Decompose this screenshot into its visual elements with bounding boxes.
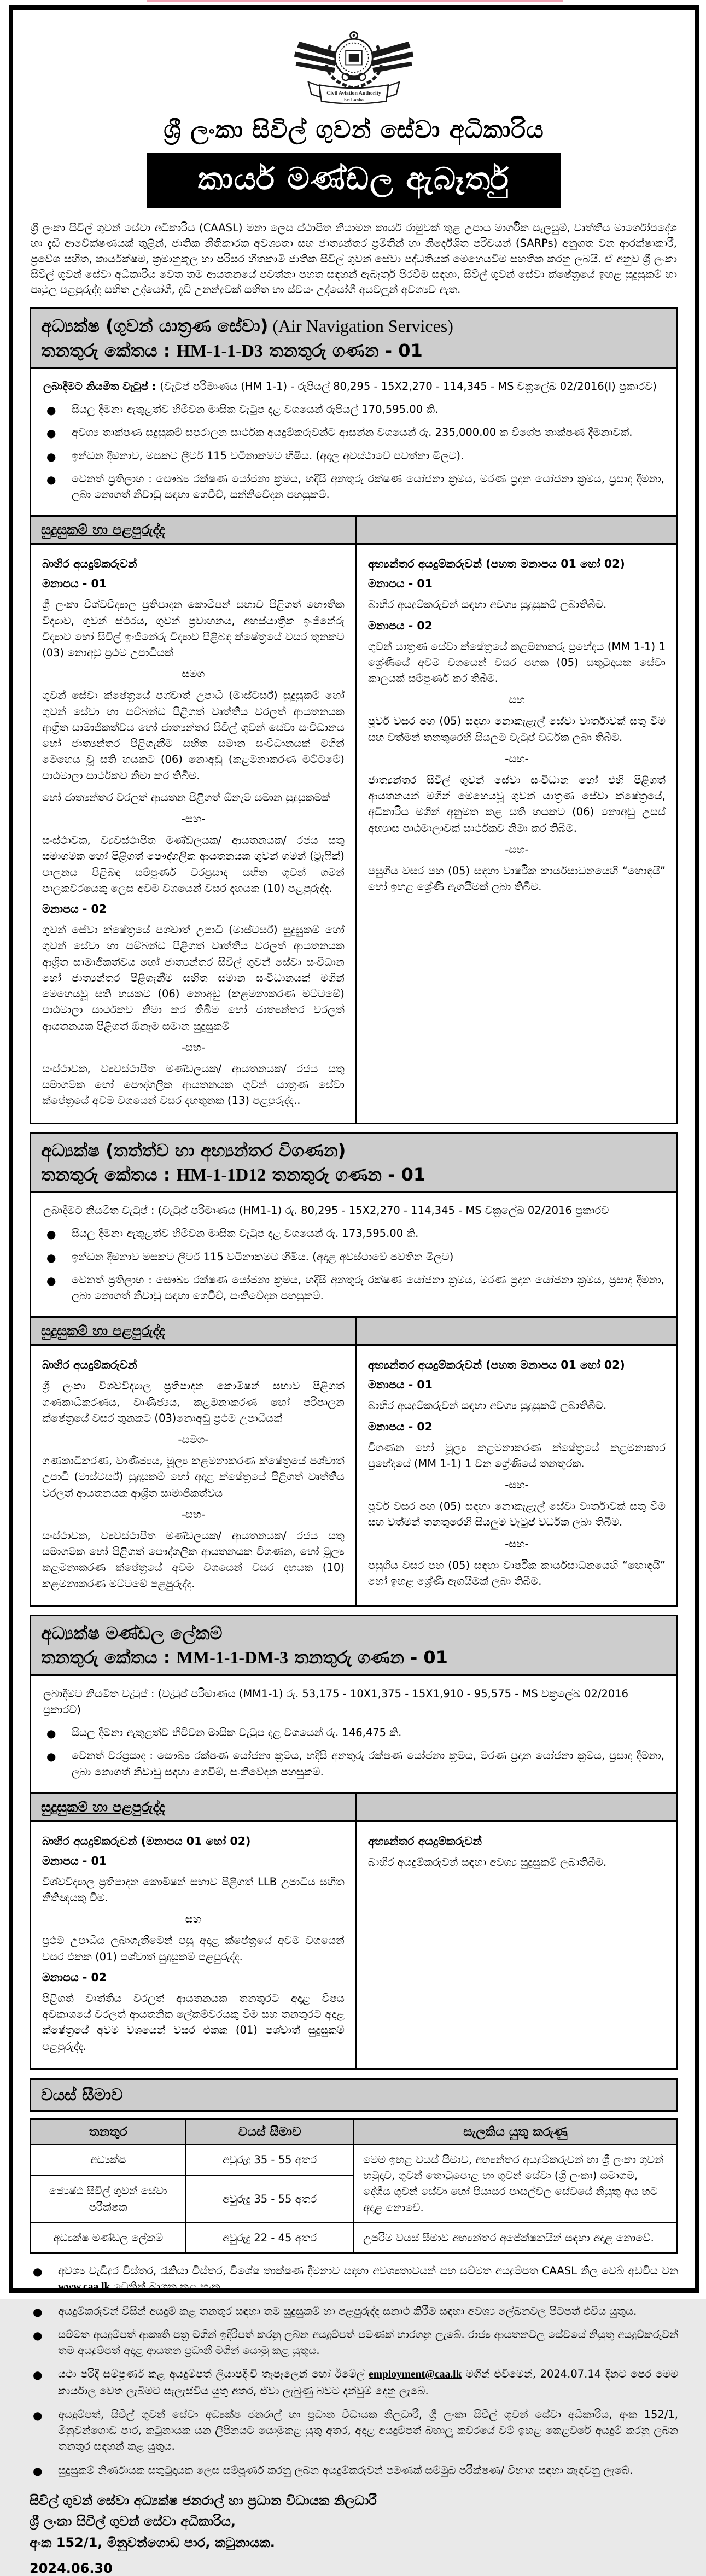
qualification-text: පසුගිය වසර පහ (05) සඳහා වාර්ෂික කාර්යසාධනයෙහි “හොඳයි” හෝ ඉහළ ශ්‍රේණි ඇගයීමක් ලබා තිබීම. — [367, 1558, 666, 1587]
note-supporting-documents: ● අයදුම්කරුවන් විසින් අයදුම් කළ තනතුර සඳහා තම සුදුසුකම් හා පළපුරුද්ද සනාථ කිරීම සඳහා අවශ්‍ය ලේඛනවල පිටපත් එවිය යුතුය. — [30, 2303, 678, 2319]
bullet-item: ● සියලු දීමනා ඇතුළත්ව හිමිවන මාසික වැටුප දළ වශයෙන් රුපියල් 170,595.00 කි. — [43, 401, 664, 417]
position-code: MM-1-1-DM-3 — [176, 1648, 289, 1668]
qualification-text: සහ — [185, 1913, 202, 1926]
post-cell: අධ්‍යක්ෂ — [31, 2145, 186, 2176]
note-text: වෙතින් බාගත කළ හැක. — [110, 2280, 224, 2293]
benefit-bullets — [43, 1725, 664, 1780]
note-submission-deadline — [30, 2366, 678, 2399]
qualification-heading: මනාපය - 02 — [367, 618, 433, 632]
qualification-text: -සහ- — [505, 1537, 529, 1550]
logo-ribbon-text-1: Civil Aviation Authority — [326, 90, 381, 97]
external-applicants-cell — [31, 1822, 357, 2068]
bullet-item: ● ඉන්ධන දීමනාව, මසකට ලීටර් 115 වටිනාකමට හිමිය. (අදාල අවස්ථාවේ පවත්නා මිලට). — [43, 448, 664, 464]
section-2-header — [30, 1132, 678, 1193]
section-3-header — [30, 1615, 678, 1676]
internal-applicants-cell — [357, 545, 676, 1122]
top-accent-strip — [147, 0, 563, 2]
qualification-text: ගුවන් සේවා ක්ෂේත්‍රයේ පශ්චාත් උපාධි (මාස්ටර්ස්) සුදුසුකම් හෝ ගුවන් සේවා හා සම්බන්ධ පිළිගත් වෘත්තීය වරලත් ආයතනයක ආශ්‍රිත සාමාජිකත්වය හෝ ජාත්‍යන්තර සිවිල් ගුවන් සේවා සංවිධාන හෝ ජාත්‍යන්තර පිළිගැනීම සහිත සමාන සංවිධානයක් මගින් මෙහෙයවූ සති හයකට (06) නොඅඩු (කළමනාකරණ මට්ටමේ) පාඨමාලා සාර්ථකව නිමා කර තිබීම හෝ ජාත්‍යන්තර වරලත් ආයතනයක පිළිගත් ඕනෑම සමාන සුදුසුකම් — [42, 924, 345, 1032]
organization-title: ශ්‍රී ලංකා සිවිල් ගුවන් සේවා අධිකාරිය — [164, 116, 544, 144]
age-note-merged-cell: මෙම ඉහළ වයස් සීමාව, අභ්‍යන්තර අයදුම්කරුවන් හා ශ්‍රී ලංකා ගුවන් හමුදාව, ගුවන් තොටුපොළ හා ගුවන් සේවා (ශ්‍රී ලංකා) සමාගම, දේශීය ගුවන් සේවා හෝ පියාසර පාසල්වල සේවයේ නියුතු අය හට අදාළ නොවේ. — [354, 2145, 678, 2223]
salary-line — [43, 1202, 664, 1218]
section-2-qualifications-table — [30, 1318, 678, 1607]
position-code: HM-1-1-D3 — [176, 340, 263, 360]
bullet-item: ● සියලු දීමනා ඇතුළත්ව හිමිවන මාසික වැටුප දළ වශයෙන් රු. 173,595.00 කි. — [43, 1225, 664, 1241]
section-1-qualifications-table — [30, 517, 678, 1124]
qualifications-header-spacer — [357, 1794, 676, 1822]
qualification-text: -සහ- — [181, 1508, 206, 1521]
qualification-heading: මනාපය - 01 — [42, 577, 107, 591]
qualifications-header: සුදුසුකම් හා පළපුරුද්ද — [31, 1318, 357, 1346]
qualification-text: බාහිර අයදුම්කරුවන් සඳහා අවශ්‍ය සුදුසුකම් ලබාතිබීම. — [367, 598, 607, 611]
qualifications-header: සුදුසුකම් හා පළපුරුද්ද — [31, 517, 357, 545]
note-download-application — [30, 2263, 678, 2295]
qualification-heading: මනාපය - 02 — [367, 1420, 433, 1433]
section-2-code-line — [41, 1163, 667, 1187]
vacancy-banner: කාර්ය මණ්ඩල ඇබෑර්තු — [147, 153, 561, 208]
post-cell: අධ්‍යක්ෂ මණ්ඩල ලේකම් — [31, 2223, 186, 2253]
qualification-text: ශ්‍රී ලංකා විශ්වවිද්‍යාල ප්‍රතිපාදන කොමිෂන් සභාව පිළිගත් ගණකාධිකරණය, වාණිජ්‍යය, කළමනාකරණ හෝ පරිපාලන ක්ෂේත්‍රයේ වසර තුනකට (03)නොඅඩු ප්‍රථම උපාධියක් — [42, 1380, 345, 1424]
qualification-text: සංස්ථාවක, ව්‍යවස්ථාපිත මණ්ඩලයක/ ආයතනයක/ රජය සතු සමාගමක හෝ පිළිගත් පෞද්ගලික ආයතනයක ගුවන් ගමන් (ට්‍රැෆික්) පාලනය පිළිබඳ සම්පූර්ණ වරප්‍රසාද සහිත ගුවන් ගමන් පාලකවරයෙකු ලෙස අවම වශයෙන් වසර දහයක (10) පළපුරුද්ද. — [42, 834, 345, 895]
section-1-header — [30, 307, 678, 369]
position-code-label: තනතුරු කේතය : — [41, 340, 177, 361]
qualification-text: -සහ- — [505, 752, 529, 765]
position-code-label: තනතුරු කේතය : — [41, 1164, 177, 1185]
section-1-title-en: (Air Navigation Services) — [268, 316, 453, 336]
qualification-text: ගුවන් සේවා ක්ෂේත්‍රයේ පශ්චාත් උපාධි (මාස්ටර්ස්) සුදුසුකම් හෝ ගුවන් සේවා හා සම්බන්ධ පිළිගත් වෘත්තීය වරලත් ආයතනයක ආශ්‍රිත සාමාජිකත්වය හෝ ජාත්‍යන්තර සිවිල් ගුවන් සේවා සංවිධානය හෝ ජාත්‍යන්තර පිළිගැනීම සහිත සමාන සංවිධානයක් මගින් මෙහෙය වූ සති හයකට (06) නොඅඩු (කළමනාකරණ මට්ටමේ) පාඨමාලා සාර්ථකව නිමා කර තිබීම. — [42, 689, 345, 782]
bullet-item: ● සියලු දීමනා ඇතුළත්ව හිමිවන මාසික වැටුප දළ වශයෙන් රු. 146,475 කි. — [43, 1725, 664, 1740]
section-2-salary-box — [30, 1193, 678, 1318]
note-text: යථා පරිදි සම්පූර්ණ කළ අයදුම්පත් ලියාපදිංචි තැපෑලෙන් හෝ ඊමේල් — [58, 2368, 369, 2381]
qualification-text: -සහ- — [181, 813, 206, 826]
bullet-item: ● වෙනත් වරප්‍රසාද : සෞඛ්‍ය රක්ෂණ යෝජනා ක්‍රමය, හදිසි අනතුරු රක්ෂණ යෝජනා ක්‍රමය, මරණ ප්‍රදාන යෝජනා ක්‍රමය, ප්‍රසාද දීමනා, ලබා නොගත් නිවාඩු සඳහා ගෙවීම්, සංනිවේදන පහසුකම්. — [43, 1748, 664, 1780]
caasl-emblem-logo — [292, 27, 416, 108]
qualification-text: ගුවන් යාත්‍රණ සේවා ක්ෂේත්‍රයේ කළමනාකරු ප්‍රභේදය (MM 1-1) 1 ශ්‍රේණියේ අවම වශයෙන් වසර පහක (05) සතුටුදායක සේවා කාලයක් සම්පූර්ණ කර තිබීම. — [367, 640, 666, 685]
age-table-row-director — [31, 2145, 678, 2176]
section-1-salary-box — [30, 369, 678, 517]
website-link[interactable]: www.caa.lk — [58, 2281, 110, 2293]
qualification-text: සහ — [509, 693, 525, 706]
qualification-heading: මනාපය - 01 — [42, 1854, 107, 1867]
salary-line — [43, 378, 664, 394]
section-3-title: අධ්‍යක්ෂ මණ්ඩල ලේකම් — [41, 1622, 223, 1644]
age-limit-section-header: වයස් සීමාව — [30, 2078, 678, 2112]
section-1-title — [41, 313, 667, 338]
signature-title: සිවිල් ගුවන් සේවා අධ්‍යක්ෂ ජනරාල් හා ප්‍රධාන විධායක නිලධාරී — [30, 2492, 377, 2508]
external-applicants-cell — [31, 545, 357, 1122]
qualification-text: -සහ- — [505, 1479, 529, 1492]
age-col-notes: සැලකිය යුතු කරුණු — [354, 2119, 678, 2145]
qualification-heading: මනාපය - 02 — [42, 902, 107, 916]
age-table-row-board-secretary — [31, 2223, 678, 2253]
qualification-text: පූර්ව වසර පහ (05) සඳහා නොකැළැල් සේවා වාර්තාවක් සතු වීම සහ වත්මන් තනතුරෙහි සියලුම වැටුප් වර්ධක ලබා තිබීම. — [367, 1500, 666, 1529]
qualification-text: විශ්වවිද්‍යාල ප්‍රතිපාදන කොමිෂන් සභාව පිළිගත් LLB උපාධිය සහිත නීතිඥයකු වීම. — [42, 1875, 345, 1905]
qualification-text: සංස්ථාවක, ව්‍යවස්ථාපිත මණ්ඩලයක/ ආයතනයක/ රජය සතු සමාගමක හෝ පිළිගත් පෞද්ගලික ආයතනයක විගණන, හෝ මූල්‍ය කළමනාකරණ ක්ෂේත්‍රයේ අවම වශයෙන් වසර දහයක (10) කළමනාකරණ මට්ටමේ පළපුරුද්ද. — [42, 1529, 345, 1590]
note-postal-address: ● අයදුම්පත්, සිවිල් ගුවන් සේවා අධ්‍යක්ෂ ජනරාල් හා ප්‍රධාන විධායක නිලධාරී, ශ්‍රී ලංකා සිවිල් ගුවන් සේවා අධිකාරිය, අංක 152/1, මිනුවන්ගොඩ පාර, කටුනායක යන ලිපිනයට යොමුකළ යුතු අතර, අදාළ අයදුම්පත් බහාලූ කවරයේ වම් ඉහළ කෙළවරේ අයදුම් කරනු ලබන තනතුර සඳහන් කළ යුතුය. — [30, 2406, 678, 2455]
qualification-text: -සමග- — [178, 1433, 209, 1446]
bullet-item: ● අවශ්‍ය තාක්ෂණ සුදුසුකම් සපුරාලන සාර්ථක අයදුම්කරුවන්ට ආසන්න වශයෙන් රු. 235,000.00 ක විශේෂ තාක්ෂණ දීමනාවක්. — [43, 424, 664, 440]
section-3-qualifications-table — [30, 1794, 678, 2070]
qualification-text: -සහ- — [181, 1041, 206, 1054]
position-code: HM-1-1D12 — [176, 1165, 266, 1185]
section-1-title-si: අධ්‍යක්ෂ (ගුවන් යාත්‍රණ සේවා) — [41, 316, 269, 337]
header-logo-area — [30, 27, 678, 110]
note-standard-forms: ● සම්මත අයදුම්පත් ආකෘති පත්‍ර මගින් ඉදිරිපත් කරනු ලබන අයදුම්පත් පමණක් භාරගනු ලැබේ. රාජ්‍ය ආයතනවල සේවයේ නියුතු අයදුම්කරුවන් තම අයදුම්පත් අදාළ ආයතන ප්‍රධානී මගින් යොමු කළ යුතුය. — [30, 2327, 678, 2359]
qualification-text: ජාත්‍යන්තර සිවිල් ගුවන් සේවා සංවිධාන හෝ එහි පිළිගත් ආයතනයන් මගින් මෙහෙයවූ ගුවන් යාත්‍රණ සේවා ක්ෂේත්‍රයේ, අධිකාරිය මගින් අනුමත කළ සති හයකට (06) නොඅඩු උසස් අභ්‍යාස පාඨමාලාවක් සාර්ථකව නිමා කර තිබීම. — [367, 773, 666, 834]
position-count: තනතුරු ගණන - 01 — [288, 1647, 448, 1668]
qualification-text: බාහිර අයදුම්කරුවන් සඳහා අවශ්‍ය සුදුසුකම් ලබාතිබීම. — [367, 1399, 607, 1412]
qualification-heading: අභ්‍යන්තර අයදුම්කරුවන් (පහත මනාපය 01 හෝ 02) — [367, 1358, 625, 1372]
section-3-salary-box — [30, 1676, 678, 1794]
post-cell: ජ්‍යෙෂ්ඨ සිවිල් ගුවන් සේවා පරීක්ෂක — [31, 2175, 186, 2222]
qualification-heading: මනාපය - 02 — [42, 1970, 107, 1984]
salary-line — [43, 1686, 664, 1718]
intro-paragraph: ශ්‍රී ලංකා සිවිල් ගුවන් සේවා අධිකාරිය (CAASL) මනා ලෙස ස්ථාපිත නියාමන කාර්ය රාමුවක් තුළ උපාය මාර්ගික සැලසුම්, වෘත්තීය මාර්ගෝපදේශ හා දැඩි ආවේක්ෂණයක් තුළින්, ජාතික නීතිකාරක අවශ්‍යතා සහ ජාත්‍යන්තර ප්‍රමිතීන් හා නිර්දේශිත පරිචයන් (SARPs) අනුගත වන ආරක්ෂාකාරී, ප්‍රවේශ සහිත, කාර්යක්ෂම, ක්‍රමානුකූල හා පරිසර හිතකාමී ජාතික සිවිල් ගුවන් සේවා පද්ධතියක් මෙහෙයවීම සහතික කරනු ලබයි. ඒ අනුව ශ්‍රී ලංකා සිවිල් ගුවන් සේවා අධිකාරිය වෙත තම ආයතනයේ පවත්නා පහත සඳහන් ඇබෑර්තු පිරවීම සඳහා, සිවිල් ගුවන් සේවා ක්ෂේත්‍රයේ ඉහළ සුදුසුකම් හා පෘථුල පළපුරුද්ද සහිත උද්යෝගී, දැඩි උනන්දුවක් සහිත හා ස්වයං උද්යෝගී අයවලුන් අවශ්‍යව ඇත. — [31, 221, 677, 296]
email-link[interactable]: employment@caa.lk — [369, 2369, 462, 2381]
salary-label: ලබාදීමට නියමිත වැටුප් : — [43, 1687, 158, 1700]
age-col-limit: වයස් සීමාව — [185, 2119, 354, 2145]
footer-notes — [30, 2263, 678, 2478]
internal-applicants-cell — [357, 1822, 676, 2068]
salary-scale: (වැටුප් පරිමාණය (HM 1-1) - රුපියල් 80,295 - 15X2,270 - 114,345 - MS චක්‍රලේඛ 02/2016(I) ප්‍රකාරව) — [160, 379, 657, 393]
external-applicants-cell — [31, 1346, 357, 1605]
qualification-text: විගණන හෝ මූල්‍ය කළමනාකරණ ක්ෂේත්‍රයේ කළමනාකාර ප්‍රභේදයේ (MM 1-1) 1 වන ශ්‍රේණියේ තනතුරක. — [367, 1441, 666, 1470]
qualification-text: සමග — [182, 668, 205, 681]
qualification-text: හෝ ජාත්‍යන්තර වරලත් ආයතන පිළිගත් ඕනෑම සමාන සුදුසුකමක් — [42, 791, 331, 804]
note-text: අවශ්‍ය වැඩිදුර විස්තර, රැකියා විස්තර, විශේෂ තාක්ෂණ දීමනාව සඳහා අවශ්‍යතාවයන් සහ සම්මත අයදුම්පත CAASL නිල වෙබ් අඩවිය වන — [58, 2264, 678, 2277]
qualification-text: ශ්‍රී ලංකා විශ්වවිද්‍යාල ප්‍රතිපාදන කොමිෂන් සභාව පිළිගත් භෞතික විද්‍යාව, ගුවන් ස්ථරය, ගුවන් ප්‍රවාහනය, අහස්යාත්‍රික ඉංජිනේරු විද්‍යාව හෝ සිවිල් ඉංජිනේරු විද්‍යාව පිළිබඳ ක්ෂේත්‍රයේ වසර තුනකට (03) නොඅඩු ප්‍රථම උපාධියක් — [42, 598, 345, 659]
position-count: තනතුරු ගණන - 01 — [266, 1164, 426, 1185]
qualification-text: පසුගිය වසර පහ (05) සඳහා වාර්ෂික කාර්යසාධනයෙහි “හොඳයි” හෝ ඉහළ ශ්‍රේණි ඇගයීමක් ලබා තිබීම. — [367, 864, 666, 893]
signature-block — [30, 2490, 678, 2553]
benefit-bullets — [43, 1225, 664, 1304]
section-2-title: අධ්‍යක්ෂ (තත්ත්ව හා අභ්‍යන්තර විගණන) — [41, 1140, 346, 1161]
age-col-post: තනතුර — [31, 2119, 186, 2145]
qualification-text: ගණකාධිකරණ, වාණිජ්‍යය, මූල්‍ය කළමනාකරණ ක්ෂේත්‍රයේ පශ්චාත් උපාධි (මාස්ටර්ස්) සුදුසුකම් හෝ අදාළ ක්ෂේත්‍රයේ පිළිගත් වෘත්තීය වරලත් ආයතනයක ආශ්‍රිත සාමාජිකත්වය — [42, 1455, 345, 1499]
bullet-item: ● ඉන්ධන දීමනාව මසකට ලීටර් 115 වටිනාකමට හිමිය. (අදාළ අවස්ථාවේ පවතින මිලට) — [43, 1249, 664, 1265]
note-text: මගින් එවීමෙන්, 2024.07.14 දිනට පෙර මෙම කාර්යාල වෙත ලැබීමට සැලැස්විය යුතු අතර, ඒවා ලැබුණු බවට දන්වුම් දෙනු ලැබේ. — [58, 2368, 678, 2397]
document-frame — [9, 5, 699, 2576]
position-count: තනතුරු ගණන - 01 — [262, 340, 423, 361]
qualifications-header-spacer — [357, 517, 676, 545]
benefit-bullets — [43, 401, 664, 503]
qualification-heading: මනාපය - 01 — [367, 577, 433, 591]
section-1-code-line — [41, 339, 667, 363]
age-cell: අවුරුදු 35 - 55 අතර — [185, 2145, 354, 2176]
age-table-header-row — [31, 2119, 678, 2145]
bullet-item: ● වෙනත් ප්‍රතිලාභ : සෞඛ්‍ය රක්ෂණ යෝජනා ක්‍රමය, හදිසි අනතුරු රක්ෂණ යෝජනා ක්‍රමය, මරණ ප්‍රදාන යෝජනා ක්‍රමය, ප්‍රසාද දීමනා, ලබා නොගත් නිවාඩු සඳහා ගෙවීම්, සංනිවේදන පහසුකම්. — [43, 1272, 664, 1304]
qualification-text: පිළිගත් වෘත්තීය වරලත් ආයතනයක තනතුරට අදාළ විෂය අවකාශයේ වරලත් ආයතනික ලේකම්වරයකු වීම සහ තනතුරට අදාළ ක්ෂේත්‍රයේ අවම වශයෙන් වසර එකක (01) පශ්චාත් සුදුසුකම් පළපුරුද්ද. — [42, 1991, 345, 2053]
salary-label: ලබාදීමට නියමිත වැටුප් : — [43, 1204, 158, 1217]
salary-scale: (වැටුප් පරිමාණය (HM1-1) රු. 80,295 - 15X2,270 - 114,345 - MS චක්‍රලේඛ 02/2016 ප්‍රකාරව — [157, 1204, 609, 1217]
qualification-text: සංස්ථාවක, ව්‍යවස්ථාපිත මණ්ඩලයක/ ආයතනයක/ රජය සතු සමාගමක හෝ පෞද්ගලික ආයතනයක ගුවන් යාත්‍රණ සේවා ක්ෂේත්‍රයේ අවම වශයෙන් වසර දහතුනක (13) පළපුරුද්ද.. — [42, 1062, 345, 1107]
internal-applicants-cell — [357, 1346, 676, 1605]
position-code-label: තනතුරු කේතය : — [41, 1647, 177, 1668]
qualification-text: බාහිර අයදුම්කරුවන් සඳහා අවශ්‍ය සුදුසුකම් ලබාතිබීම. — [367, 1855, 607, 1868]
qualifications-header-spacer — [357, 1318, 676, 1346]
note-shortlisting: ● සුදුසුකම් නිර්ණායක සතුටුදායක ලෙස සම්පූර්ණ කරනු ලබන අයදුම්කරුවන් පමණක් සම්මුඛ පරීක්ෂණ/ විභාග සඳහා කැඳවනු ලැබේ. — [30, 2462, 678, 2478]
salary-scale: (වැටුප් පරිමාණය (MM1-1) රු. 53,175 - 10X1,375 - 15X1,910 - 95,575 - MS චක්‍රලේඛ 02/2016 ප්‍රකාරව) — [43, 1687, 629, 1716]
salary-label: ලබාදීමට නියමිත වැටුප් : — [43, 379, 160, 393]
age-limit-table — [30, 2118, 678, 2254]
age-cell: අවුරුදු 35 - 55 අතර — [185, 2175, 354, 2222]
advert-date: 2024.06.30 — [30, 2560, 113, 2576]
qualification-text: ප්‍රථම උපාධිය ලබාගැනීමෙන් පසු අදාළ ක්ෂේත්‍රයේ අවම වශයෙන් වසර එකක (01) පශ්චාත් සුදුසුකම් පළපුරුද්ද. — [42, 1934, 345, 1963]
signature-address: අංක 152/1, මිනුවන්ගොඩ පාර, කටුනායක. — [30, 2534, 275, 2550]
qualification-heading: බාහිර අයදුම්කරුවන් — [42, 1358, 137, 1372]
qualification-heading: බාහිර අයදුම්කරුවන් — [42, 557, 137, 571]
qualification-text: පූර්ව වසර පහ (05) සඳහා නොකැළැල් සේවා වාර්තාවක් සතු වීම සහ වත්මන් තනතුරෙහි සියලුම වැටුප් වර්ධක ලබා තිබීම. — [367, 715, 666, 744]
qualification-heading: අභ්‍යන්තර අයදුම්කරුවන් — [367, 1834, 482, 1848]
signature-organization: ශ්‍රී ලංකා සිවිල් ගුවන් සේවා අධිකාරිය, — [30, 2514, 236, 2530]
age-cell: අවුරුදු 22 - 45 අතර — [185, 2223, 354, 2253]
qualification-heading: අභ්‍යන්තර අයදුම්කරුවන් (පහත මනාපය 01 හෝ 02) — [367, 557, 625, 571]
qualifications-header: සුදුසුකම් හා පළපුරුද්ද — [31, 1794, 357, 1822]
qualification-text: -සහ- — [505, 843, 529, 856]
logo-ribbon-text-2: Sri Lanka — [344, 97, 364, 103]
section-3-code-line — [41, 1646, 667, 1669]
bullet-item: ● වෙනත් ප්‍රතිලාභ : සෞඛ්‍ය රක්ෂණ යෝජනා ක්‍රමය, හදිසි අනතුරු රක්ෂණ යෝජනා ක්‍රමය, මරණ ප්‍රදාන යෝජනා ක්‍රමය, ප්‍රසාද දීමනා, ලබා නොගත් නිවාඩු සඳහා ගෙවීම්, සන්නිවේදන පහසුකම්. — [43, 471, 664, 503]
qualification-heading: මනාපය - 01 — [367, 1378, 433, 1392]
age-note-cell: උපරිම වයස් සීමාව අභ්‍යන්තර අපේක්ෂකයින් සඳහා අදාළ නොවේ. — [354, 2223, 678, 2253]
qualification-heading: බාහිර අයදුම්කරුවන් (මනාපය 01 හෝ 02) — [42, 1834, 251, 1848]
